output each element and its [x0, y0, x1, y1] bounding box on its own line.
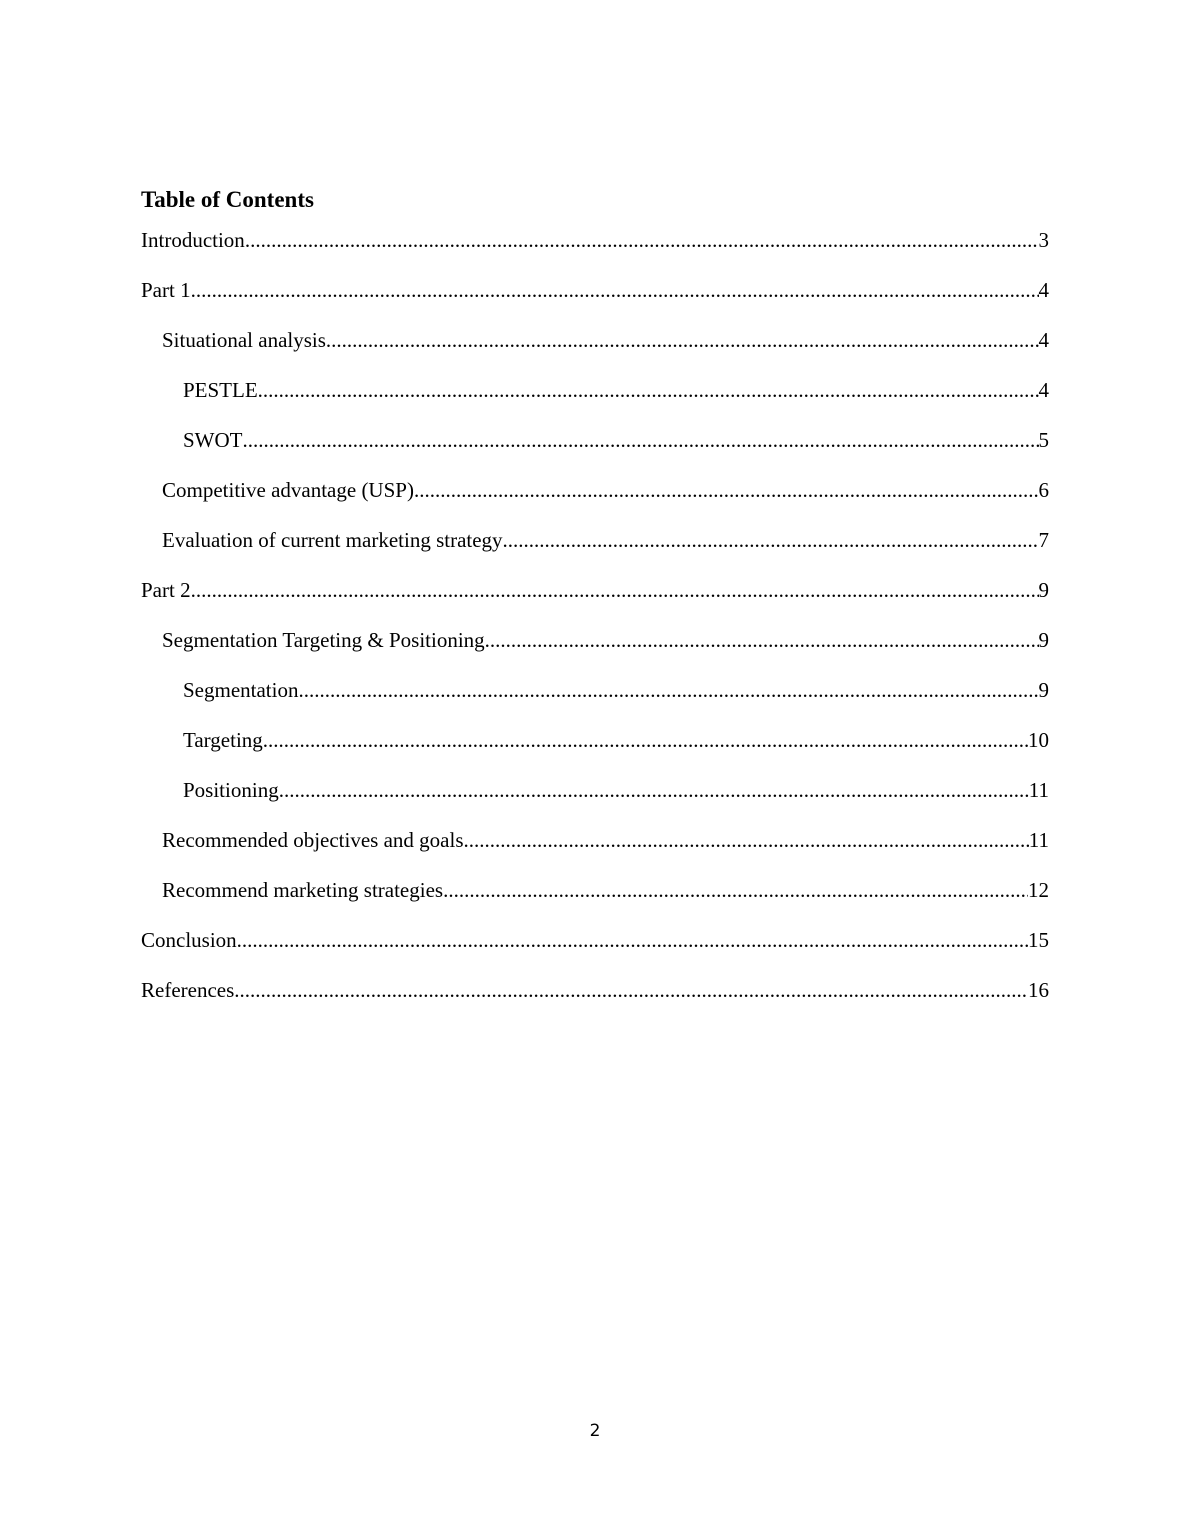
toc-entry[interactable]	[141, 325, 1049, 375]
toc-entry-label: Segmentation	[183, 678, 299, 702]
toc-dot-leader	[243, 425, 1039, 455]
toc-entry-label: Part 2	[141, 578, 191, 602]
toc-dot-leader	[503, 525, 1039, 555]
toc-entry-label: SWOT	[183, 428, 243, 452]
toc-entry-label: Competitive advantage (USP)	[162, 478, 414, 502]
toc-entry-label: Targeting	[183, 728, 263, 752]
toc-dot-leader	[464, 825, 1029, 855]
toc-entry[interactable]	[141, 425, 1049, 475]
toc-entry-label: Recommend marketing strategies	[162, 878, 444, 902]
toc-entry[interactable]	[141, 225, 1049, 275]
toc-entry-label: Positioning	[183, 778, 279, 802]
toc-dot-leader	[414, 475, 1039, 505]
toc-dot-leader	[191, 275, 1039, 305]
toc-entry[interactable]	[141, 925, 1049, 975]
toc-entry[interactable]	[141, 775, 1049, 825]
toc-dot-leader	[245, 225, 1039, 255]
toc-entry-label: Situational analysis	[162, 328, 326, 352]
toc-entry[interactable]	[141, 675, 1049, 725]
toc-entry-label: Introduction	[141, 228, 245, 252]
toc-entry-page: 9	[1038, 628, 1049, 652]
toc-entry-page: 5	[1038, 428, 1049, 452]
toc-entry[interactable]	[141, 825, 1049, 875]
toc-dot-leader	[263, 725, 1028, 755]
toc-entry-page: 11	[1028, 778, 1049, 802]
toc-entry-page: 6	[1038, 478, 1049, 502]
toc-entry[interactable]	[141, 625, 1049, 675]
toc-dot-leader	[258, 375, 1039, 405]
toc-entry-page: 9	[1038, 678, 1049, 702]
toc-dot-leader	[191, 575, 1039, 605]
toc-entry-label: Evaluation of current marketing strategy	[162, 528, 503, 552]
toc-entry[interactable]	[141, 975, 1049, 1025]
toc-dot-leader	[234, 975, 1028, 1005]
toc-dot-leader	[298, 675, 1038, 705]
toc-entry-page: 4	[1038, 328, 1049, 352]
toc-entry-page: 15	[1028, 928, 1049, 952]
toc-entry-label: Part 1	[141, 278, 191, 302]
toc-entry[interactable]	[141, 475, 1049, 525]
toc-entry-label: Segmentation Targeting & Positioning	[162, 628, 485, 652]
toc-entry-page: 10	[1028, 728, 1049, 752]
toc-entry[interactable]	[141, 575, 1049, 625]
toc-entry[interactable]	[141, 875, 1049, 925]
toc-entry-page: 3	[1038, 228, 1049, 252]
toc-entry-page: 11	[1028, 828, 1049, 852]
toc-dot-leader	[279, 775, 1029, 805]
toc-entry-label: References	[141, 978, 235, 1002]
toc-list	[141, 225, 1049, 1025]
toc-title: Table of Contents	[141, 187, 314, 212]
toc-entry-page: 9	[1038, 578, 1049, 602]
toc-entry[interactable]	[141, 525, 1049, 575]
toc-entry-label: PESTLE	[183, 378, 258, 402]
toc-dot-leader	[237, 925, 1028, 955]
toc-entry-page: 12	[1028, 878, 1049, 902]
toc-entry-page: 16	[1028, 978, 1049, 1002]
toc-entry-page: 4	[1038, 278, 1049, 302]
toc-dot-leader	[326, 325, 1039, 355]
toc-entry[interactable]	[141, 275, 1049, 325]
page-number: 2	[589, 1421, 601, 1441]
toc-dot-leader	[485, 625, 1039, 655]
toc-entry-page: 4	[1038, 378, 1049, 402]
toc-entry[interactable]	[141, 725, 1049, 775]
toc-entry-label: Conclusion	[141, 928, 237, 952]
toc-entry[interactable]	[141, 375, 1049, 425]
toc-entry-label: Recommended objectives and goals	[162, 828, 464, 852]
toc-dot-leader	[443, 875, 1028, 905]
toc-entry-page: 7	[1038, 528, 1049, 552]
